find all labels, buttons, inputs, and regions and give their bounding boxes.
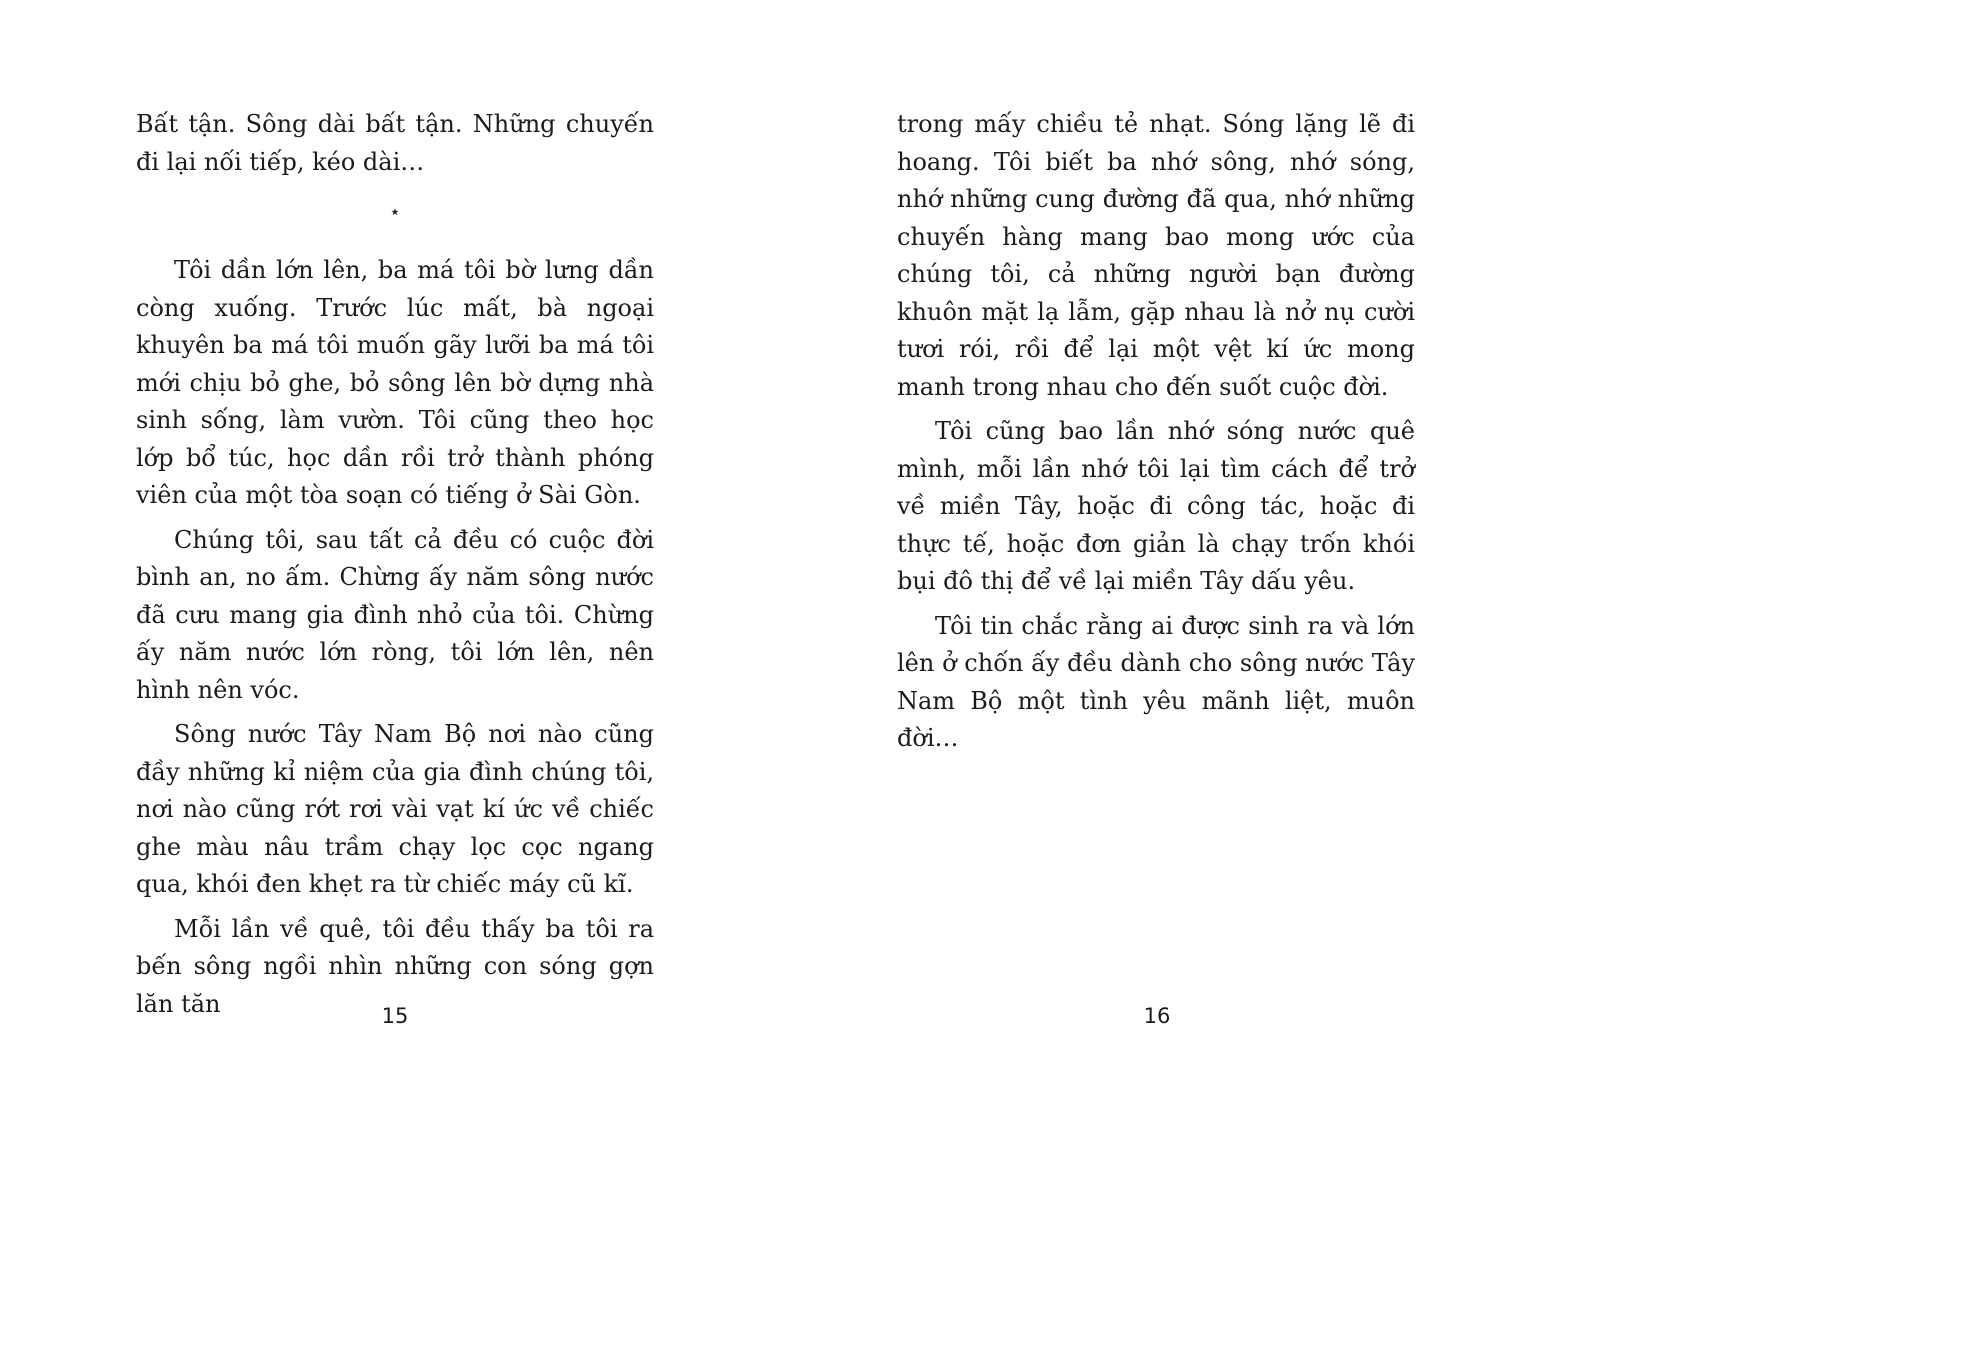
paragraph: Sông nước Tây Nam Bộ nơi nào cũng đầy những kỉ niệm của gia đình chúng tôi, nơi nào cũng rớt rơi vài vạt kí ức về chiếc ghe màu nâu trầm chạy lọc cọc ngang qua, khói đen khẹt ra từ chiếc máy cũ kĩ. — [136, 720, 654, 898]
paragraph: Tôi dần lớn lên, ba má tôi bờ lưng dần còng xuống. Trước lúc mất, bà ngoại khuyên ba má tôi muốn gãy lưỡi ba má tôi mới chịu bỏ ghe, bỏ sông lên bờ dựng nhà sinh sống, làm vườn. Tôi cũng theo học lớp bổ túc, học dần rồi trở thành phóng viên của một tòa soạn có tiếng ở Sài Gòn. — [136, 256, 654, 509]
paragraph: Tôi cũng bao lần nhớ sóng nước quê mình, mỗi lần nhớ tôi lại tìm cách để trở về miền Tây, hoặc đi công tác, hoặc đi thực tế, hoặc đơn giản là chạy trốn khói bụi đô thị để về lại miền Tây dấu yêu. — [897, 417, 1415, 595]
paragraph-continuation: Bất tận. Sông dài bất tận. Những chuyến đi lại nối tiếp, kéo dài… — [136, 110, 654, 176]
page-right-text — [897, 106, 1415, 765]
paragraph: Tôi tin chắc rằng ai được sinh ra và lớn lên ở chốn ấy đều dành cho sông nước Tây Nam Bộ một tình yêu mãnh liệt, muôn đời… — [897, 611, 1415, 752]
page-number-right: 16 — [1143, 1004, 1171, 1028]
paragraph: Mỗi lần về quê, tôi đều thấy ba tôi ra bến sông ngồi nhìn những con sóng gợn lăn tăn — [136, 914, 654, 1018]
paragraph-continuation: trong mấy chiều tẻ nhạt. Sóng lặng lẽ đi hoang. Tôi biết ba nhớ sông, nhớ sóng, nhớ những cung đường đã qua, nhớ những chuyến hàng mang bao mong ước của chúng tôi, cả những người bạn đường khuôn mặt lạ lẫm, gặp nhau là nở nụ cười tươi rói, rồi để lại một vệt kí ức mong manh trong nhau cho đến suốt cuộc đời. — [897, 110, 1415, 401]
section-break-star-icon: ⋆ — [389, 201, 401, 223]
paragraph: Chúng tôi, sau tất cả đều có cuộc đời bình an, no ấm. Chừng ấy năm sông nước đã cưu mang gia đình nhỏ của tôi. Chừng ấy năm nước lớn ròng, tôi lớn lên, nên hình nên vóc. — [136, 525, 654, 704]
page-left-text — [136, 106, 654, 1030]
page-number-left: 15 — [381, 1004, 409, 1028]
